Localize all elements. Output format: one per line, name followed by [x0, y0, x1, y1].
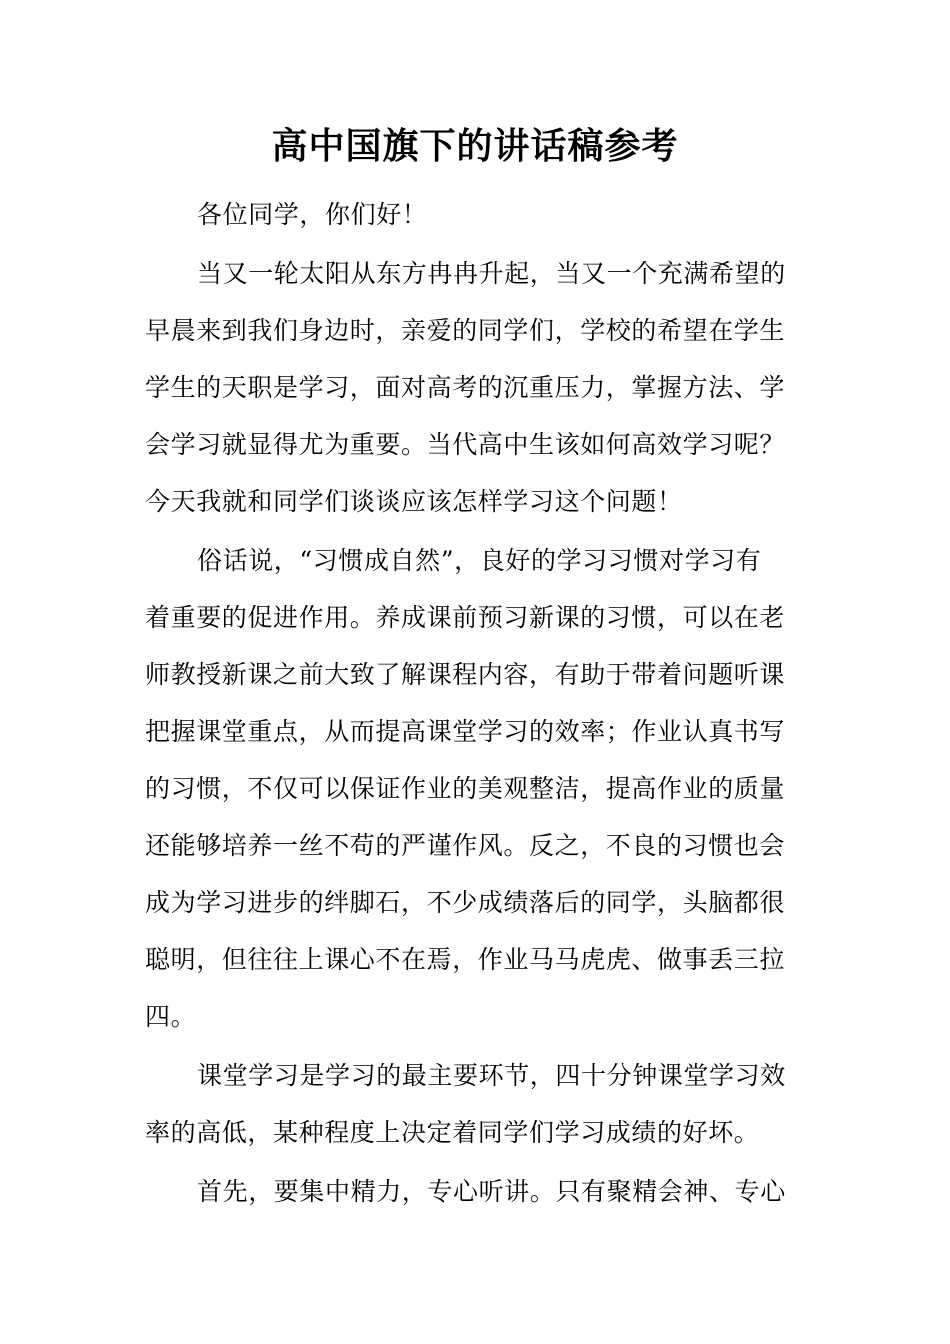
text-line: 四。 — [145, 1002, 197, 1031]
text-line: 率的高低，某种程度上决定着同学们学习成绩的好坏。 — [145, 1118, 760, 1147]
text-line: 首先，要集中精力，专心听讲。只有聚精会神、专心 — [197, 1177, 786, 1206]
text-line: 聪明，但往往上课心不在焉，作业马马虎虎、做事丢三拉 — [145, 945, 786, 974]
document-title: 高中国旗下的讲话稿参考 — [271, 125, 679, 167]
text-line: 早晨来到我们身边时，亲爱的同学们，学校的希望在学生 — [145, 316, 786, 345]
text-line: 课堂学习是学习的最主要环节，四十分钟课堂学习效 — [197, 1061, 786, 1090]
text-line: 成为学习进步的绊脚石，不少成绩落后的同学，头脑都很 — [145, 888, 786, 917]
text-line: 俗话说，“习惯成自然”，良好的学习习惯对学习有 — [197, 546, 762, 575]
text-line: 还能够培养一丝不苟的严谨作风。反之，不良的习惯也会 — [145, 831, 786, 860]
greeting-line: 各位同学，你们好！ — [197, 200, 428, 229]
text-line: 会学习就显得尤为重要。当代高中生该如何高效学习呢？ — [145, 430, 786, 459]
text-line: 着重要的促进作用。养成课前预习新课的习惯，可以在老 — [145, 603, 786, 632]
text-line: 当又一轮太阳从东方冉冉升起，当又一个充满希望的 — [197, 259, 786, 288]
text-line: 把握课堂重点，从而提高课堂学习的效率；作业认真书写 — [145, 717, 786, 746]
text-line: 学生的天职是学习，面对高考的沉重压力，掌握方法、学 — [145, 373, 786, 402]
text-line: 今天我就和同学们谈谈应该怎样学习这个问题！ — [145, 487, 683, 516]
text-line: 师教授新课之前大致了解课程内容，有助于带着问题听课 — [145, 660, 786, 689]
text-line: 的习惯，不仅可以保证作业的美观整洁，提高作业的质量 — [145, 774, 786, 803]
